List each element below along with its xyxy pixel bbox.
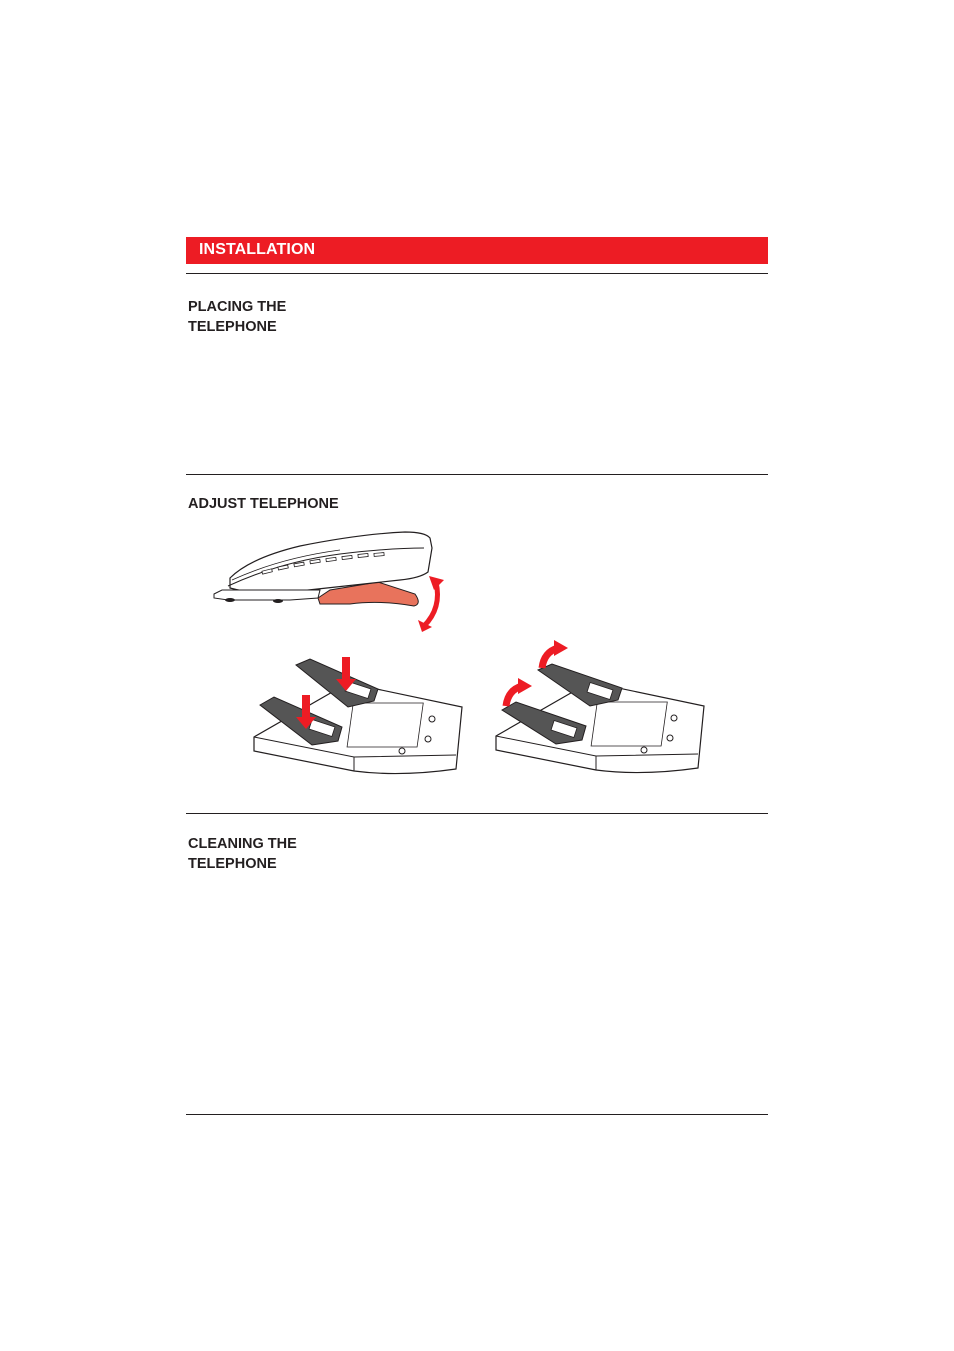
- heading-line: TELEPHONE: [188, 856, 277, 872]
- heading-cleaning-telephone: [188, 834, 388, 874]
- heading-line: CLEANING THE: [188, 836, 297, 852]
- heading-placing-telephone: [188, 297, 388, 337]
- heading-line: PLACING THE: [188, 299, 287, 315]
- heading-line: TELEPHONE: [188, 319, 277, 335]
- base-feet-tilted-icon: [492, 640, 707, 775]
- section-banner: [186, 237, 768, 264]
- divider-bottom: [186, 1114, 768, 1115]
- base-feet-tilted: [492, 640, 707, 775]
- base-feet-inserted: [250, 655, 465, 780]
- heading-adjust-telephone: [188, 494, 388, 514]
- telephone-side-view: [210, 528, 455, 633]
- telephone-side-view-icon: [210, 528, 455, 633]
- divider-placing: [186, 474, 768, 475]
- divider-top: [186, 273, 768, 274]
- banner-title: INSTALLATION: [199, 241, 316, 258]
- heading-line: ADJUST TELEPHONE: [188, 496, 339, 512]
- base-feet-inserted-icon: [250, 655, 465, 780]
- divider-adjust: [186, 813, 768, 814]
